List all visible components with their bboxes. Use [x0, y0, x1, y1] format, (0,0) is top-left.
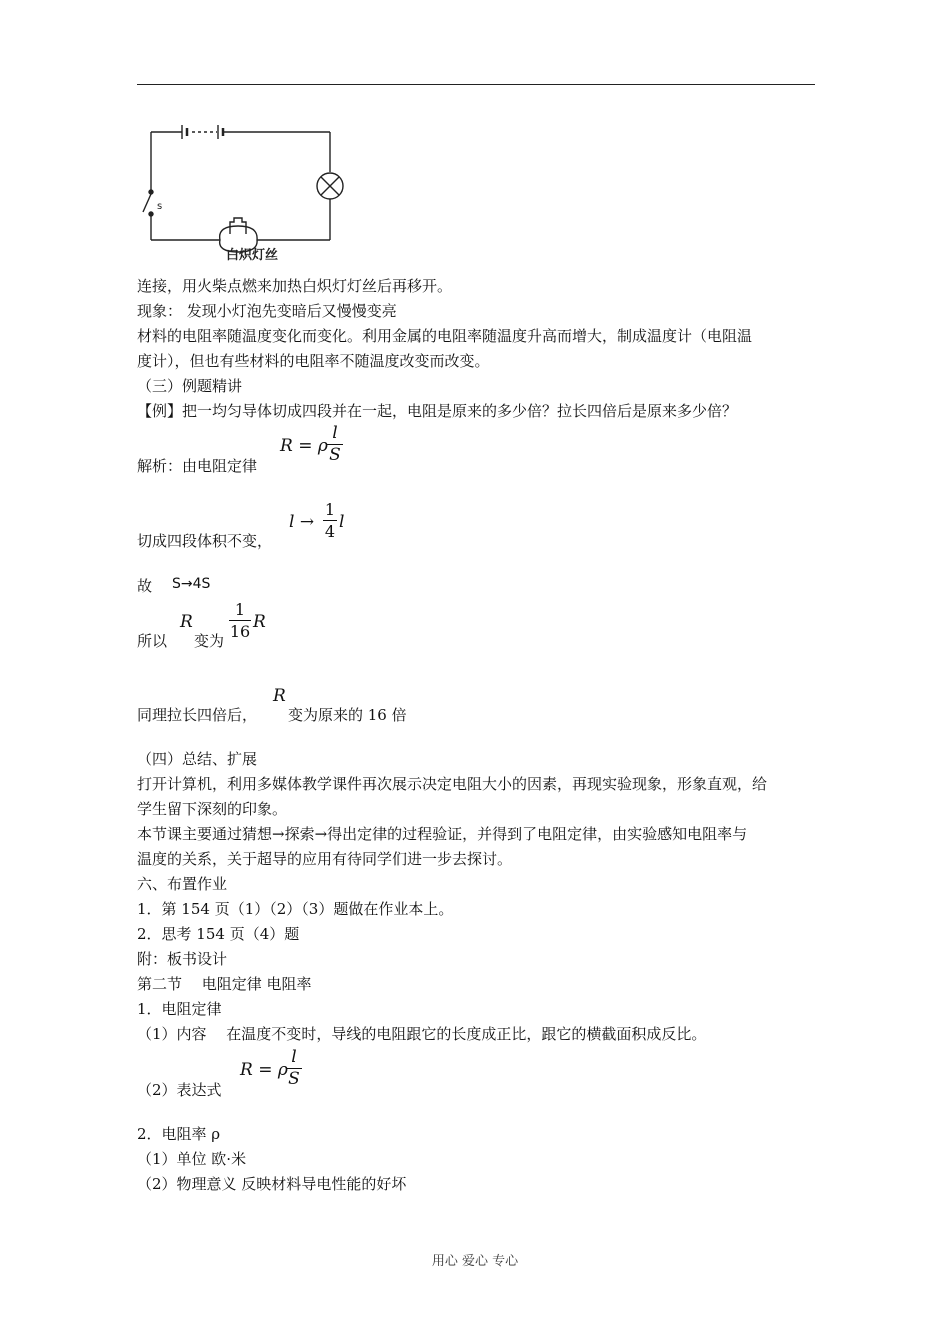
text-line: 打开计算机，利用多媒体教学课件再次展示决定电阻大小的因素，再现实验现象，形象直观，给	[137, 775, 768, 793]
page-footer: 用心 爱心 专心	[431, 1254, 519, 1269]
formula-fraction	[286, 1048, 302, 1089]
formula-symbol: R	[180, 612, 193, 632]
header-rule	[137, 84, 815, 85]
text-line: 连接，用火柴点燃来加热白炽灯灯丝后再移开。	[137, 277, 453, 295]
formula-lhs: R = ρ	[240, 1060, 288, 1080]
example-question: 【例】把一均匀导体切成四段并在一起，电阻是原来的多少倍？拉长四倍后是原来多少倍？	[137, 402, 738, 420]
text-line: 本节课主要通过猜想→探索→得出定律的过程验证，并得到了电阻定律，由实验感知电阻率与	[137, 825, 748, 843]
text-line: （2）物理意义 反映材料导电性能的好坏	[137, 1175, 407, 1193]
figure-caption: 白炽灯丝	[226, 248, 279, 262]
formula-rhs: l	[339, 512, 345, 532]
text-line: 材料的电阻率随温度变化而变化。利用金属的电阻率随温度升高而增大，制成温度计（电阻温	[137, 327, 753, 345]
fraction-denominator: S	[329, 445, 341, 465]
formula-symbol: R	[273, 686, 286, 706]
formula-fraction	[323, 500, 337, 541]
text-fragment: 变为	[194, 632, 225, 650]
text-fragment: 变为原来的 16 倍	[288, 706, 407, 724]
text-line: 度计），但也有些材料的电阻率不随温度改变而改变。	[137, 352, 490, 370]
text-line: 学生留下深刻的印象。	[137, 800, 288, 818]
formula-lhs: l →	[289, 512, 315, 532]
text-line: （2）表达式	[137, 1081, 222, 1099]
fraction-denominator: S	[288, 1069, 300, 1089]
text-line: 2．思考 154 页（4）题	[137, 925, 300, 943]
text-line: 所以	[137, 632, 168, 650]
text-line: 附：板书设计	[137, 950, 228, 968]
text-line: 解析：由电阻定律	[137, 457, 258, 475]
fraction-numerator: l	[332, 423, 338, 443]
text-line: 同理拉长四倍后，	[137, 706, 258, 724]
text-line: 切成四段体积不变，	[137, 532, 273, 550]
section-heading: （三）例题精讲	[137, 377, 243, 395]
text-line: 现象： 发现小灯泡先变暗后又慢慢变亮	[137, 302, 397, 320]
circuit-diagram	[130, 112, 360, 262]
formula-fraction	[229, 600, 251, 641]
fraction-numerator: 1	[234, 600, 246, 619]
text-line: 温度的关系，关于超导的应用有待同学们进一步去探讨。	[137, 850, 513, 868]
formula-fraction	[327, 424, 343, 465]
fraction-numerator: l	[291, 1047, 297, 1067]
text-line: 2．电阻率 ρ	[137, 1125, 221, 1143]
section-heading: （四）总结、扩展	[137, 750, 258, 768]
formula-lhs: R = ρ	[280, 436, 328, 456]
text-line: （1）内容 在温度不变时，导线的电阻跟它的长度成正比，跟它的横截面积成反比。	[137, 1025, 707, 1043]
fraction-denominator: 4	[324, 522, 336, 541]
fraction-denominator: 16	[229, 622, 251, 641]
text-line: 故	[137, 577, 153, 595]
text-line: （1）单位 欧·米	[137, 1150, 247, 1168]
fraction-numerator: 1	[324, 500, 336, 519]
text-line: 1．电阻定律	[137, 1000, 222, 1018]
section-heading: 六、布置作业	[137, 875, 228, 893]
text-line: 1．第 154 页（1）（2）（3）题做在作业本上。	[137, 900, 454, 918]
inline-formula: S→4S	[172, 576, 211, 592]
text-line: 第二节 电阻定律 电阻率	[137, 975, 312, 993]
switch-label: s	[157, 201, 163, 212]
formula-rhs: R	[253, 612, 266, 632]
